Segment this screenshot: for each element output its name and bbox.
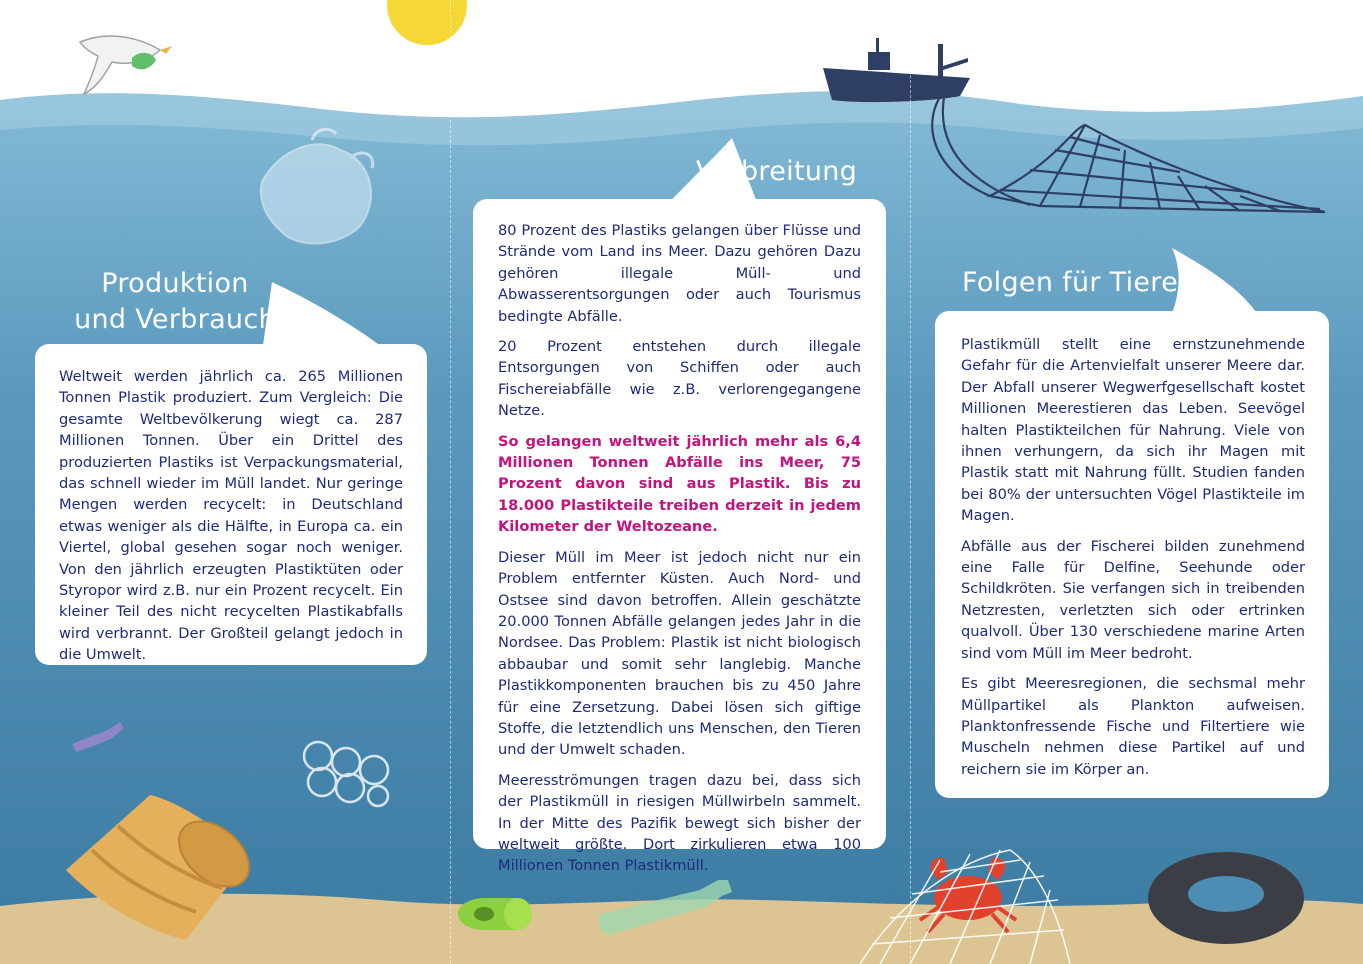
distribution-heading: Verbreitung (696, 156, 858, 187)
tape-roll-icon (458, 898, 532, 930)
fold-line-left (450, 0, 451, 964)
production-text: Weltweit werden jährlich ca. 265 Millionen Tonnen Plastik produziert. Zum Vergleich: Die gesamte Weltbevölkerung wiegt ca. 287 Millionen Tonnen. Über ein Drittel des produzierten Plastiks ist Verpackungsmaterial, das schnell wieder im Müll landet. Nur geringe Mengen werden recycelt: in Deutschland etwas weniger als die Hälfte, in Europa ca. ein Viertel, global gesehen sogar noch weniger. Von den jährlich erzeugten Plastiktüten oder Styropor wird z.B. nur ein Prozent recycelt. Ein kleiner Teil des nicht recycelten Plastikabfalls wird verbrannt. Der Großteil gelangt jedoch in die Umwelt. (59, 368, 403, 664)
production-heading (62, 266, 288, 338)
production-heading-line1: Produktion (101, 268, 249, 299)
consequences-heading: Folgen für Tiere (962, 267, 1179, 298)
consequences-paragraph-2: Abfälle aus der Fischerei bilden zunehmend eine Falle für Delfine, Seehunde oder Schildkröten. Sie verfangen sich in treibenden Netzresten, verletzten sich oder ertrinken qualvoll. Über 130 verschiedene marine Arten sind vom Müll im Meer bedroht. (961, 537, 1305, 662)
distribution-paragraph-1: 80 Prozent des Plastiks gelangen über Flüsse und Strände vom Land ins Meer. Dazu gehören Dazu gehören illegale Müll- und Abwasserentsorgungen oder auch Tourismus bedingte Abfälle. (498, 222, 861, 325)
distribution-paragraph-5: Meeresströmungen tragen dazu bei, dass sich der Plastikmüll in riesigen Müllwirbeln sammelt. In der Mitte des Pazifik bewegt sich bisher der weltweit größte. Dort zirkulieren etwa 100 Millionen Tonnen Plastikmüll. (498, 771, 861, 875)
distribution-card (473, 199, 886, 875)
distribution-highlight: So gelangen weltweit jährlich mehr als 6,4 Millionen Tonnen Abfälle ins Meer, 75 Prozent davon sind aus Plastik. Bis zu 18.000 Plastikteile treiben derzeit in jedem Kilometer der Weltozeane. (498, 432, 861, 536)
fold-line-right (910, 0, 911, 964)
consequences-card (935, 311, 1329, 798)
distribution-paragraph-4: Dieser Müll im Meer ist jedoch nicht nur ein Problem entfernter Küsten. Auch Nord- und Ostsee sind davon betroffen. Allein geschätzte 20.000 Tonnen Abfälle gelangen jedes Jahr in die Nordsee. Das Problem: Plastik ist nicht biologisch abbaubar und somit sehr langlebig. Manche Plastikkomponenten brauchen bis zu 450 Jahre für eine Zersetzung. Dabei lösen sich giftige Stoffe, die letztendlich uns Menschen, den Tieren und der Umwelt schaden. (498, 548, 861, 759)
production-heading-line2: und Verbrauch (74, 304, 276, 335)
tire-icon (1148, 852, 1304, 944)
consequences-paragraph-3: Es gibt Meeresregionen, die sechsmal mehr Müllpartikel als Plankton aufweisen. Planktonfressende Fische und Filtertiere wie Muscheln nehmen diese Partikel auf und reichern sie im Körper an. (961, 675, 1305, 778)
production-card (35, 344, 427, 665)
distribution-paragraph-2: 20 Prozent entstehen durch illegale Entsorgungen von Schiffen oder auch Fischereiabfälle wie z.B. verlorengegangene Netze. (498, 338, 861, 420)
consequences-paragraph-1: Plastikmüll stellt eine ernstzunehmende Gefahr für die Artenvielfalt unserer Meere dar. Der Abfall unserer Wegwerfgesellschaft kostet Millionen Meerestieren das Leben. Seevögel halten Plastikteilchen für Nahrung. Viele von ihnen verhungern, da sich ihr Magen mit Plastik statt mit Nahrung füllt. Studien fanden bei 80% der untersuchten Vögel Plastikteile im Magen. (961, 336, 1305, 525)
